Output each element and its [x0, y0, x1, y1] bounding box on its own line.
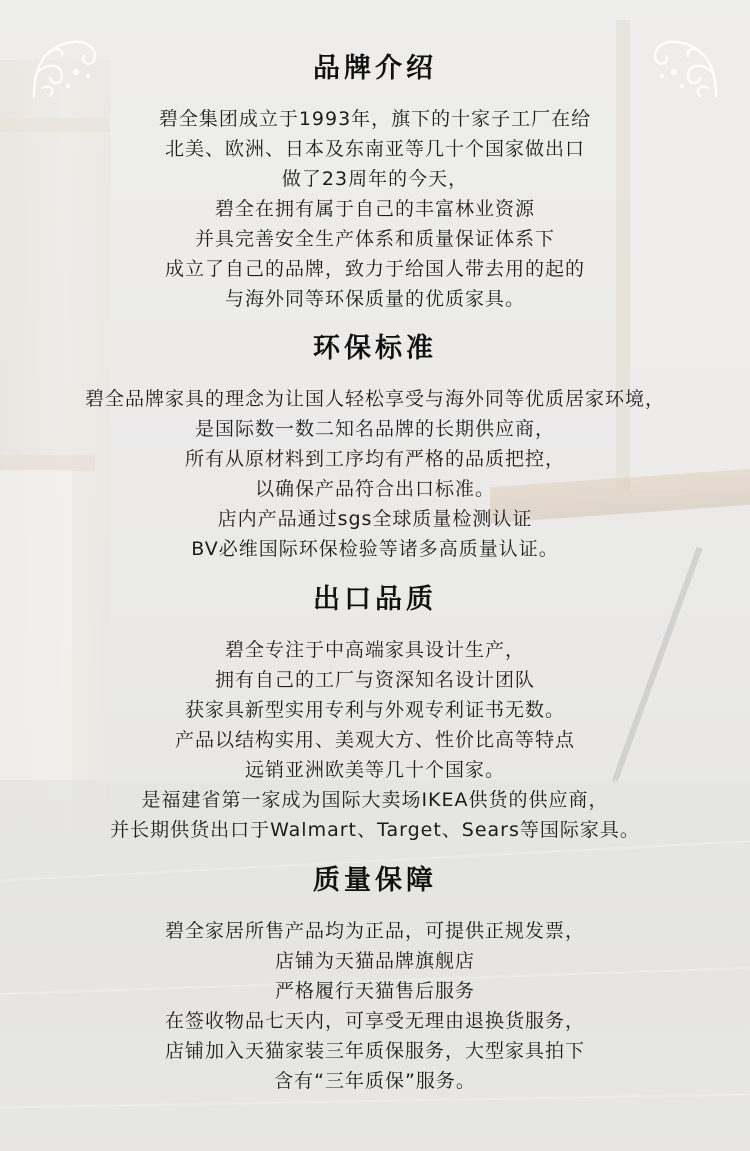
body-line: 严格履行天猫售后服务: [274, 980, 475, 1002]
body-line: 店铺为天猫品牌旗舰店: [274, 950, 475, 972]
body-line: 成立了自己的品牌，致力于给国人带去用的起的: [164, 258, 585, 280]
body-line: 做了23周年的今天，: [281, 168, 469, 190]
body-line: 碧全家居所售产品均为正品，可提供正规发票，: [164, 920, 585, 942]
body-line: 在签收物品七天内，可享受无理由退换货服务，: [164, 1010, 585, 1032]
section-environmental-standard: [0, 330, 750, 564]
body-line: 是福建省第一家成为国际大卖场IKEA供货的供应商，: [141, 789, 609, 811]
section-export-quality: [0, 581, 750, 845]
body-line: 店内产品通过sgs全球质量检测认证: [217, 508, 533, 530]
section-heading: 环保标准: [313, 333, 437, 364]
body-line: 与海外同等环保质量的优质家具。: [224, 288, 525, 310]
body-line: 所有从原材料到工序均有严格的品质把控，: [184, 448, 565, 470]
body-line: BV必维国际环保检验等诸多高质量认证。: [191, 538, 559, 560]
body-line: 产品以结构实用、美观大方、性价比高等特点: [174, 729, 575, 751]
body-line: 北美、欧洲、日本及东南亚等几十个国家做出口: [164, 138, 585, 160]
body-line: 碧全集团成立于1993年，旗下的十家子工厂在给: [158, 108, 592, 130]
body-line: 碧全在拥有属于自己的丰富林业资源: [214, 198, 535, 220]
section-brand-intro: [0, 50, 750, 314]
body-line: 并具完善安全生产体系和质量保证体系下: [194, 228, 555, 250]
body-line: 以确保产品符合出口标准。: [254, 478, 495, 500]
body-line: 获家具新型实用专利与外观专利证书无数。: [184, 699, 565, 721]
section-heading: 品牌介绍: [313, 53, 437, 84]
section-heading: 质量保障: [313, 865, 437, 896]
body-line: 并长期供货出口于Walmart、Target、Sears等国际家具。: [110, 819, 640, 841]
body-line: 碧全专注于中高端家具设计生产，: [224, 639, 525, 661]
section-quality-guarantee: [0, 862, 750, 1096]
body-line: 含有“三年质保”服务。: [274, 1070, 476, 1092]
body-line: 店铺加入天猫家装三年质保服务，大型家具拍下: [164, 1040, 585, 1062]
section-heading: 出口品质: [313, 584, 437, 615]
body-line: 拥有自己的工厂与资深知名设计团队: [214, 669, 535, 691]
body-line: 是国际数一数二知名品牌的长期供应商，: [194, 418, 555, 440]
body-line: 远销亚洲欧美等几十个国家。: [244, 759, 505, 781]
body-line: 碧全品牌家具的理念为让国人轻松享受与海外同等优质居家环境，: [84, 388, 665, 410]
